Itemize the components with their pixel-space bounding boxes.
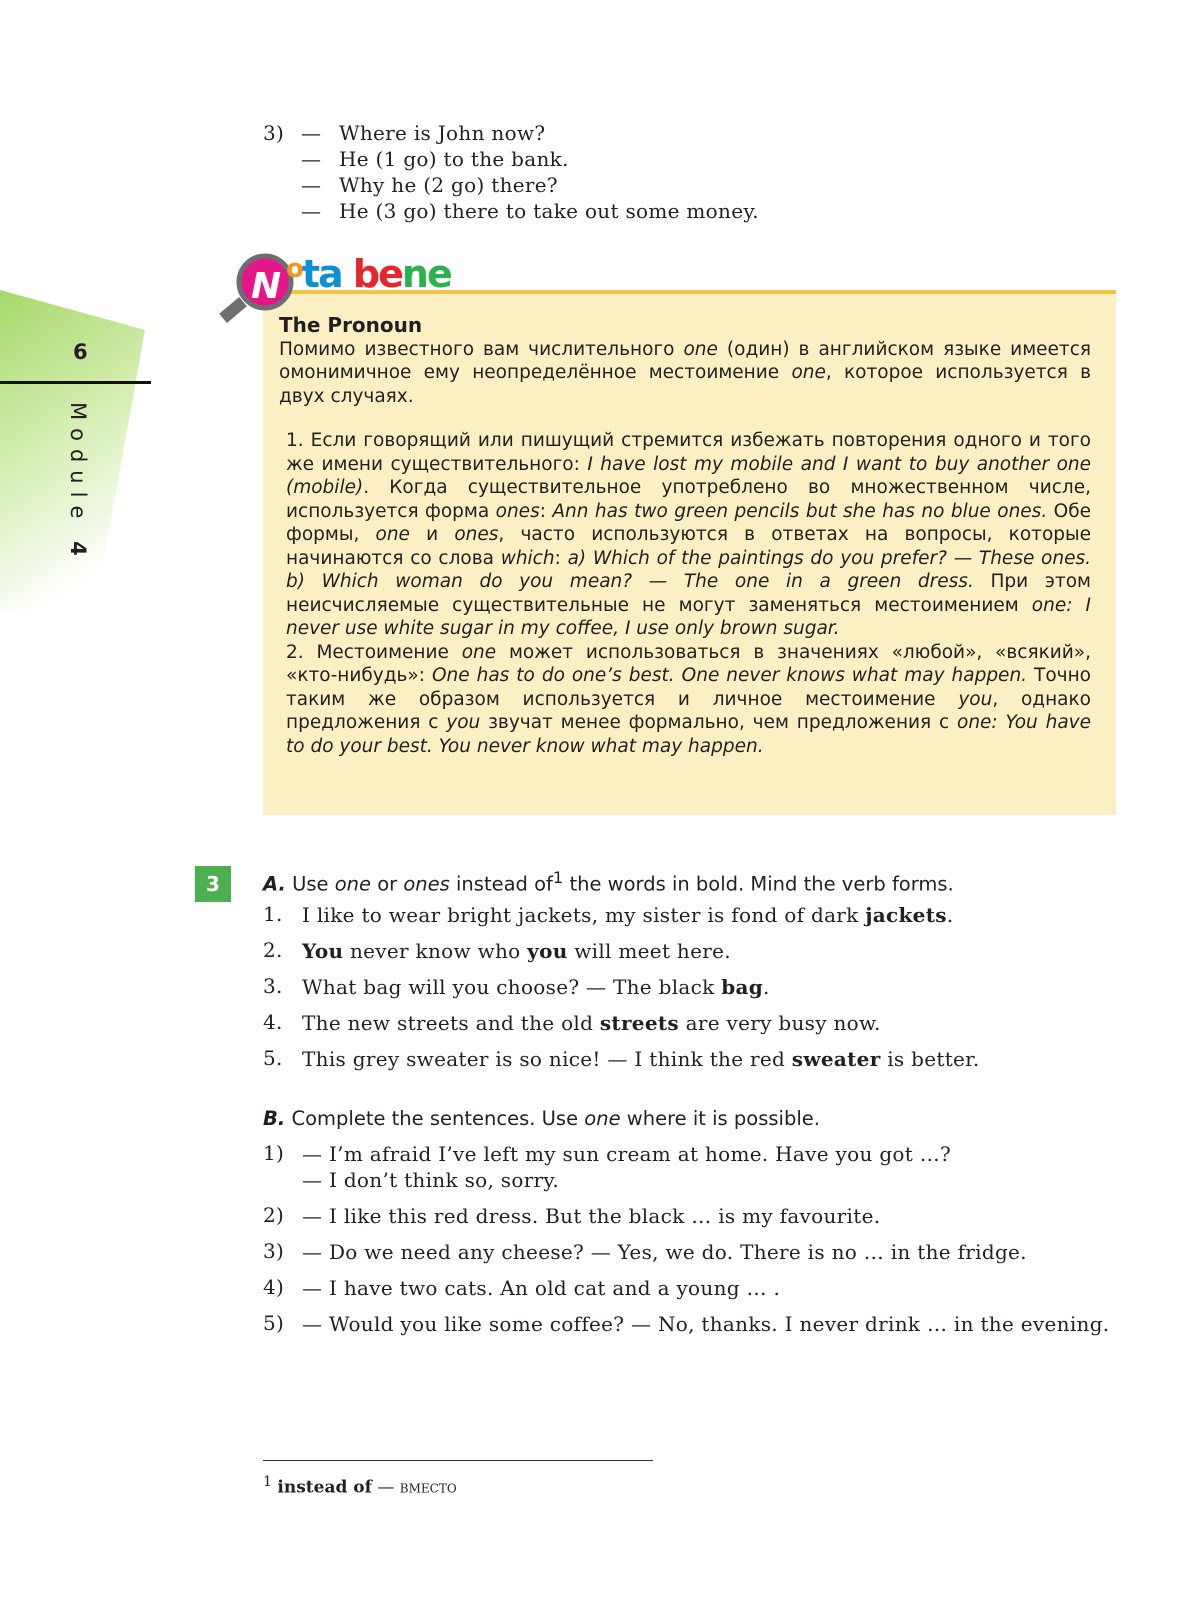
italic-text: Ann has two green pencils but she has no blue ones.	[552, 500, 1048, 522]
dialogue-text: Why he (2 go) there?	[339, 173, 558, 197]
exercise-item	[263, 938, 1118, 964]
item-number: 5.	[263, 1046, 283, 1070]
item-number: 4.	[263, 1010, 283, 1034]
text-segment: — I’m afraid I’ve left my sun cream at home. Have you got …?	[302, 1142, 952, 1166]
item-text	[302, 1141, 1118, 1193]
exercise-item	[263, 974, 1118, 1000]
exercise-item	[263, 1141, 1118, 1193]
text-segment: Complete the sentences. Use	[285, 1107, 585, 1130]
text-segment: Точно таким же образом используется и личное местоимение	[286, 665, 1091, 710]
footnote-mark: 1	[263, 1474, 273, 1490]
exercise-item	[263, 902, 1118, 928]
text-segment: звучат менее формально, чем предложения с	[480, 712, 957, 733]
dialogue-text: Where is John now?	[339, 121, 546, 145]
text-segment: .	[763, 975, 770, 999]
exercise-item	[263, 1203, 1118, 1229]
italic-text: a) Which of the paintings do you prefer? — These ones. b) Which woman do you mean? — The one in a green dress.	[286, 547, 1092, 592]
italic-text: one	[584, 1107, 621, 1130]
text-segment: . Когда существительное употреблено во множественном числе, используется форма	[286, 477, 1091, 522]
dialogue-3	[263, 120, 759, 224]
text-segment: What bag will you choose? — The black	[302, 975, 722, 999]
italic-text: ones	[495, 500, 540, 522]
italic-text: you	[958, 688, 993, 710]
italic-text: one: You have to do your best. You never know what may happen.	[286, 712, 1091, 757]
exercise-item	[263, 1010, 1118, 1036]
text-segment: При этом неисчисляемые существительные не могут заменяться местоимением	[286, 571, 1091, 616]
dialogue-text: He (3 go) there to take out some money.	[339, 199, 759, 223]
dialogue-text: He (1 go) to the bank.	[339, 147, 569, 171]
dialogue-line	[263, 172, 759, 198]
item-text	[302, 902, 1118, 928]
bold-word: B.	[263, 1107, 286, 1130]
italic-text: ones	[403, 872, 450, 896]
item-text	[302, 938, 1118, 964]
item-number: 4)	[263, 1275, 285, 1299]
exercise-item	[263, 1311, 1118, 1337]
dialogue-line	[263, 146, 759, 172]
nota-bene-logo: $^o$ta bene	[286, 252, 451, 296]
bold-word: A.	[263, 872, 286, 896]
text-segment: .	[946, 903, 954, 927]
nota-paragraph	[286, 429, 1091, 641]
exercise-item	[263, 1275, 1118, 1301]
footnote-term: instead of	[277, 1477, 372, 1498]
text-segment: — Do we need any cheese? — Yes, we do. There is no … in the fridge.	[302, 1240, 1027, 1264]
italic-text: one	[791, 362, 826, 383]
text-segment: 2. Местоимение	[286, 641, 462, 663]
bold-word: streets	[599, 1011, 679, 1035]
text-segment: , однако предложения с	[286, 688, 1092, 733]
nota-paragraph	[279, 338, 1091, 409]
nota-title: The Pronoun	[279, 313, 423, 337]
text-segment: This grey sweater is so nice! — I think the red	[302, 1047, 792, 1071]
text-segment: the words in bold. Mind the verb forms.	[563, 872, 954, 896]
text-segment: и	[409, 524, 455, 545]
dash: —	[301, 173, 322, 197]
text-segment: :	[539, 500, 553, 522]
item-number: 1.	[263, 902, 283, 926]
dialogue-line	[263, 120, 759, 146]
text-segment: are very busy now.	[678, 1011, 881, 1035]
bold-word: You	[302, 939, 344, 963]
text-segment: never know who	[343, 939, 528, 963]
bold-word: jackets	[865, 903, 947, 927]
dialogue-line	[263, 198, 759, 224]
italic-text: one	[375, 524, 410, 545]
text-segment: :	[554, 547, 568, 569]
text-segment: is better.	[880, 1047, 980, 1071]
italic-text: One has to do one’s best. One never knows what may happen.	[431, 665, 1028, 686]
footnote-translation: вместо	[399, 1477, 457, 1498]
item-text	[302, 1275, 1118, 1301]
dash: —	[301, 147, 322, 171]
bold-word: you	[527, 939, 568, 963]
text-segment: I like to wear bright jackets, my sister is fond of dark	[302, 903, 866, 927]
item-text	[302, 974, 1118, 1000]
item-number: 3)	[263, 121, 285, 145]
item-text	[302, 1311, 1118, 1337]
task-a-instruction	[263, 868, 954, 896]
item-text	[302, 1046, 1118, 1072]
item-text	[302, 1239, 1118, 1265]
italic-text: which	[500, 547, 555, 569]
bold-word: bag	[721, 975, 764, 999]
italic-text: one	[683, 338, 718, 360]
nota-bene-box	[263, 290, 1116, 815]
footnote	[263, 1474, 457, 1498]
italic-text: one: I never use white sugar in my coffee, I use only brown sugar.	[286, 594, 1091, 639]
item-text	[302, 1010, 1118, 1036]
svg-text:N: N	[251, 266, 282, 307]
dash: —	[301, 121, 322, 145]
module-label	[66, 402, 90, 564]
footnote-dash: —	[377, 1477, 395, 1498]
italic-text: ones	[454, 524, 499, 545]
text-segment: может использоваться в значениях «любой», «всякий», «кто-нибудь»:	[286, 641, 1092, 686]
item-number: 3)	[263, 1239, 285, 1263]
text-segment: 1	[552, 868, 564, 887]
text-segment: , часто используются в ответах на вопросы, которые начинаются со слова	[286, 524, 1092, 569]
divider	[0, 381, 151, 384]
text-segment: instead of	[449, 872, 553, 896]
text-segment: — I have two cats. An old cat and a young … .	[302, 1276, 781, 1300]
text-segment: — I don’t think so, sorry.	[302, 1168, 560, 1192]
italic-text: I have lost my mobile and I want to buy another one (mobile)	[286, 453, 1091, 498]
task-b-instruction	[263, 1107, 820, 1130]
text-segment: — Would you like some coffee? — No, thanks. I never drink … in the evening.	[302, 1312, 1110, 1336]
item-text	[302, 1203, 1118, 1229]
bold-word: sweater	[791, 1047, 881, 1071]
item-number: 1)	[263, 1141, 285, 1165]
italic-text: one	[461, 641, 497, 663]
footnote-divider	[263, 1460, 653, 1461]
module-word: Module	[66, 402, 90, 527]
text-segment: Обе формы,	[286, 500, 1091, 545]
nota-paragraph	[286, 641, 1091, 759]
dash: —	[301, 199, 322, 223]
item-number: 3.	[263, 974, 283, 998]
text-segment: , которое используется в двух случаях.	[279, 362, 1091, 407]
text-segment: 1. Если говорящий или пишущий стремится избежать повторения одного и того же имени существительного:	[286, 430, 1091, 475]
part-b-items	[263, 1141, 1118, 1347]
text-segment: (один) в английском языке имеется омонимичное ему неопределённое местоимение	[279, 338, 1092, 383]
text-segment: — I like this red dress. But the black … is my favourite.	[302, 1204, 881, 1228]
exercise-number-badge: 3	[195, 866, 231, 902]
part-a-items	[263, 902, 1118, 1082]
text-segment: or	[371, 872, 404, 896]
text-segment: will meet here.	[567, 939, 731, 963]
text-segment: The new streets and the old	[302, 1011, 600, 1035]
item-number: 2)	[263, 1203, 285, 1227]
exercise-item	[263, 1239, 1118, 1265]
text-segment: Помимо известного вам числительного	[279, 338, 684, 360]
unit-number: 6	[73, 340, 88, 364]
module-number: 4	[66, 541, 90, 564]
item-number: 2.	[263, 938, 283, 962]
italic-text: one	[334, 872, 371, 896]
exercise-item	[263, 1046, 1118, 1072]
text-segment: where it is possible.	[620, 1107, 820, 1130]
italic-text: you	[446, 712, 481, 733]
text-segment: Use	[285, 872, 335, 896]
item-number: 5)	[263, 1311, 285, 1335]
